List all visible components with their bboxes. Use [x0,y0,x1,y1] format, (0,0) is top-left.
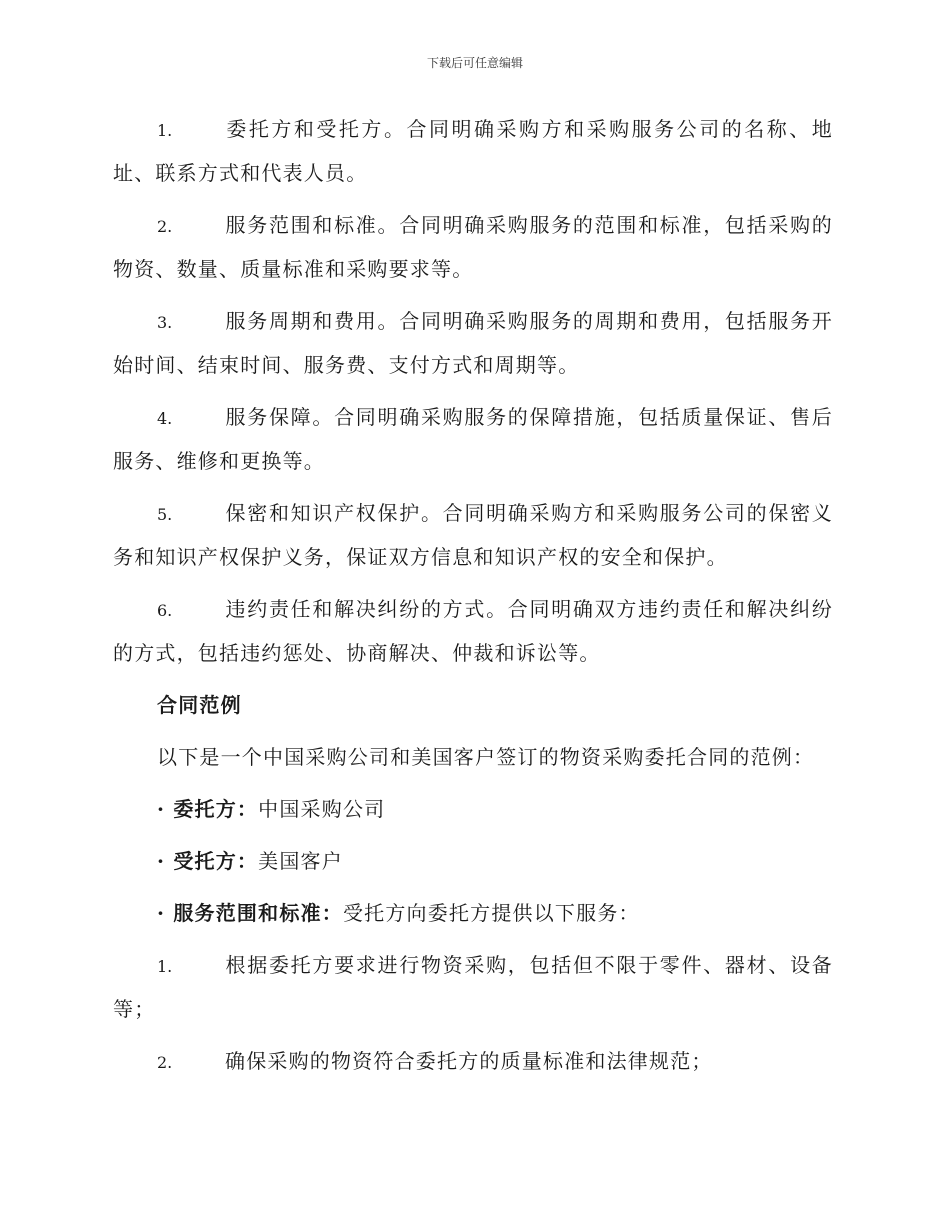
list-item [113,588,833,674]
bullet-label: · 委托方： [157,797,259,821]
list-number: 4. [157,409,173,428]
bullet-item [157,892,833,934]
list-item [113,108,833,194]
list-number: 6. [157,601,173,620]
list-text: 根据委托方要求进行物资采购，包括但不限于零件、器材、设备等； [113,953,833,1021]
document-body [113,108,833,1094]
bullet-label: · 服务范围和标准： [157,901,343,925]
list-item [113,492,833,578]
list-text: 保密和知识产权保护。合同明确采购方和采购服务公司的保密义务和知识产权保护义务，保证双方信息和知识产权的安全和保护。 [113,501,833,569]
page-header: 下载后可任意编辑 [426,56,523,70]
list-item [113,396,833,482]
list-item [113,204,833,290]
list-text: 服务范围和标准。合同明确采购服务的范围和标准，包括采购的物资、数量、质量标准和采购要求等。 [113,213,833,281]
list-number: 1. [157,121,173,140]
bullet-value: 受托方向委托方提供以下服务： [342,901,640,925]
list-number: 2. [157,1053,173,1072]
list-number: 3. [157,313,173,332]
list-text: 服务周期和费用。合同明确采购服务的周期和费用，包括服务开始时间、结束时间、服务费、支付方式和周期等。 [113,309,833,377]
list-number: 5. [157,505,173,524]
bullet-label: · 受托方： [157,849,259,873]
list-item [113,300,833,386]
list-item [113,944,833,1030]
list-item [113,1040,833,1084]
list-number: 2. [157,217,173,236]
bullet-value: 中国采购公司 [258,797,386,821]
section-title: 合同范例 [157,693,242,717]
bullet-item [157,840,833,882]
intro-paragraph: 以下是一个中国采购公司和美国客户签订的物资采购委托合同的范例： [157,745,815,769]
list-text: 服务保障。合同明确采购服务的保障措施，包括质量保证、售后服务、维修和更换等。 [113,405,833,473]
bullet-value: 美国客户 [258,849,343,873]
list-number: 1. [157,957,173,976]
list-text: 违约责任和解决纠纷的方式。合同明确双方违约责任和解决纠纷的方式，包括违约惩处、协商解决、仲裁和诉讼等。 [113,597,833,665]
list-text: 委托方和受托方。合同明确采购方和采购服务公司的名称、地址、联系方式和代表人员。 [113,117,833,185]
list-text: 确保采购的物资符合委托方的质量标准和法律规范； [225,1049,713,1073]
bullet-item [157,788,833,830]
